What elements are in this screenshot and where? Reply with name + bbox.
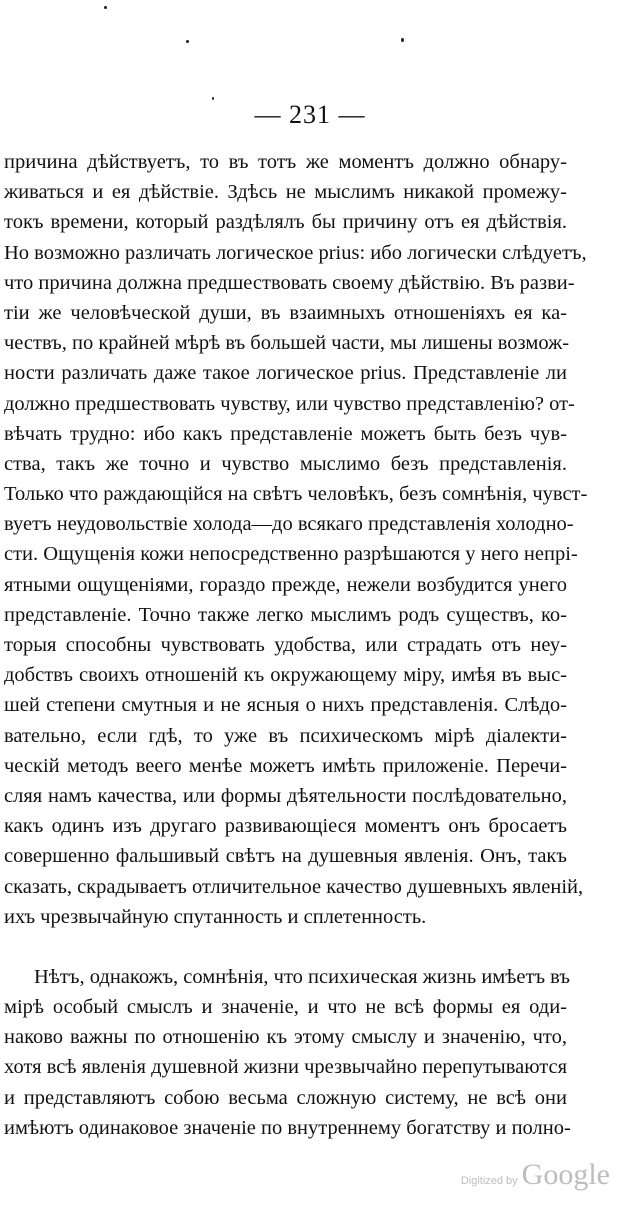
text-line: ства, такъ же точно и чувство мыслимо безъ представленія. [4,452,567,475]
text-line: и представляютъ собою весьма сложную систему, не всѣ они [4,1086,567,1109]
text-line: мірѣ особый смыслъ и значеніе, и что не всѣ формы ея оди- [4,996,567,1019]
text-line: представленіе. Точно также легко мыслимъ родъ существъ, ко- [4,603,567,626]
text-line: вуетъ неудовольствіе холода—до всякаго представленія холодно- [4,513,574,536]
text-line: какъ одинъ изъ другаго развивающіеся моментъ онъ бросаетъ [4,815,567,838]
text-line: добствъ своихъ отношеній къ окружающему міру, имѣя въ выс- [4,664,567,687]
text-line: ности различать даже такое логическое prius. Представленіе ли [4,362,567,385]
text-line: живаться и ея дѣйствіе. Здѣсь не мыслимъ никакой промежу- [4,181,567,204]
text-line: тіи же человѣческой души, въ взаимныхъ отношеніяхъ ея ка- [4,301,567,324]
text-line: чествъ, по крайней мѣрѣ въ большей части, мы лишены возмож- [4,332,570,355]
google-watermark [461,1158,610,1192]
text-line: имѣютъ одинаковое значеніе по внутреннему богатству и полно- [4,1116,571,1139]
paragraph-1 [4,147,588,932]
body-text [4,147,588,1143]
text-line: шей степени смутныя и не ясныя о нихъ представленія. Слѣдо- [4,694,567,717]
text-line: торыя способны чувствовать удобства, или страдать отъ неу- [4,634,567,656]
text-line: совершенно фальшивый свѣтъ на душевныя явленія. Онъ, такъ [4,845,567,868]
watermark-prefix: Digitized by [460,1175,518,1187]
text-line: ихъ чрезвычайную спутанность и сплетенность. [4,905,427,928]
text-line: наково важны по отношенію къ этому смыслу и значенію, что, [4,1026,567,1049]
text-line: ческій методъ веего менѣе можетъ имѣть приложеніе. Перечи- [4,754,567,777]
text-line: вательно, если гдѣ, то уже въ психическомъ мірѣ діалекти- [4,724,567,747]
scan-speck [401,38,404,42]
text-line: причина дѣйствуетъ, то въ тотъ же моментъ должно обнару- [4,151,567,173]
scan-speck [186,40,189,43]
text-line: Но возможно различать логическое prius: ибо логически слѣдуетъ, [4,241,587,264]
text-line: сти. Ощущенія кожи непосредственно разрѣшаются у него непрі- [4,543,578,566]
scan-speck [104,6,107,9]
text-line: сляя намъ качества, или формы дѣятельности послѣдовательно, [4,784,567,807]
text-line: Только что раждающійся на свѣтъ человѣкъ, безъ сомнѣнія, чувст- [4,483,588,506]
text-line: должно предшествовать чувству, или чувство представленію? от- [4,392,575,415]
text-line: токъ времени, который раздѣлялъ бы причину отъ ея дѣйствія. [4,211,567,234]
text-line: вѣчать трудно: ибо какъ представленіе можетъ быть безъ чув- [4,422,567,445]
paragraph-2 [4,962,571,1143]
text-line: хотя всѣ явленія душевной жизни чрезвычайно перепутываются [4,1056,567,1079]
watermark-brand: Google [521,1158,610,1191]
text-line: что причина должна предшествовать своему дѣйствію. Въ разви- [4,271,575,294]
page-number: — 231 — [254,100,366,129]
text-line: сказать, скрадываетъ отличительное качество душевныхъ явленій, [4,875,584,898]
text-line: ятными ощущеніями, гораздо прежде, нежели возбудится унего [4,573,567,596]
text-line: Нѣтъ, однакожъ, сомнѣнія, что психическая жизнь имѣетъ въ [34,965,570,988]
